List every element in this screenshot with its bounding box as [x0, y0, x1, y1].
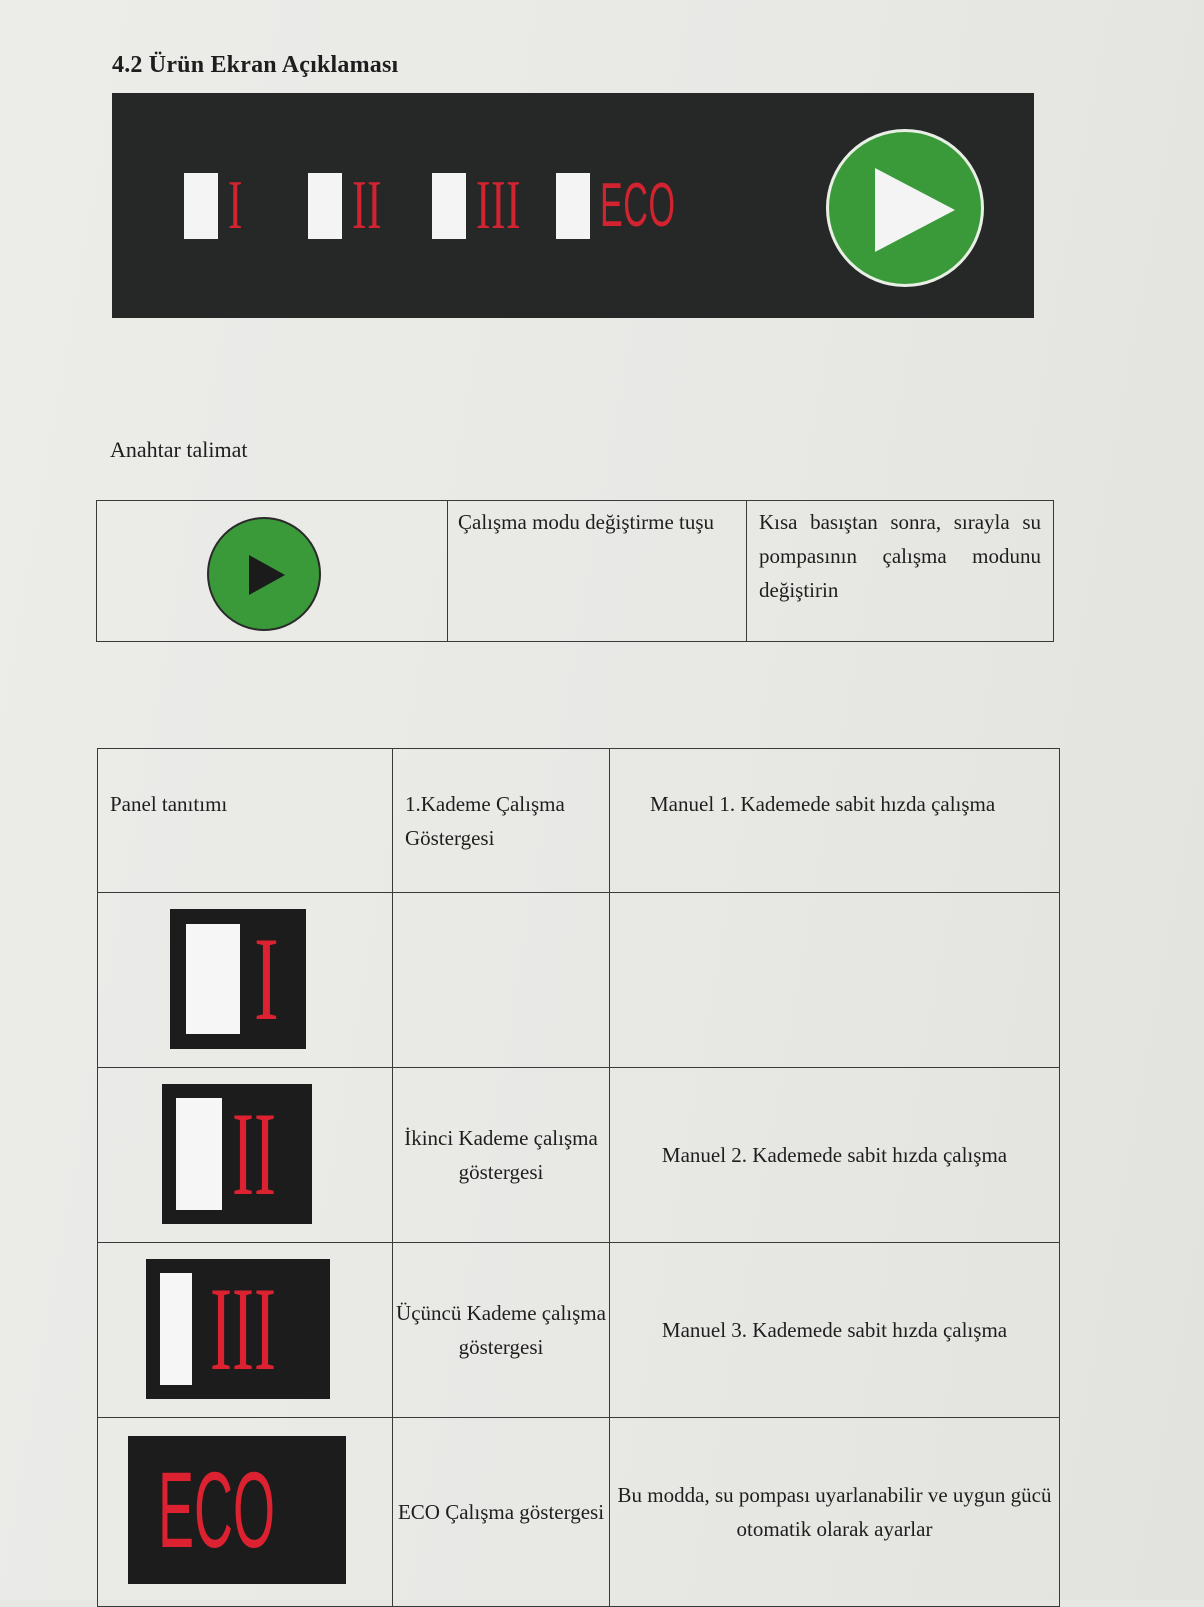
level1-description-cell: [610, 893, 1060, 1068]
key-instructions-table: [96, 500, 1054, 642]
level3-indicator-icon: [146, 1259, 330, 1399]
indicator-label: ECO: [600, 171, 676, 240]
indicator-label: II: [352, 167, 383, 244]
display-panel: [112, 93, 1034, 318]
indicator-led: [556, 173, 590, 239]
table-row: [97, 501, 1054, 642]
table-row: [98, 1243, 1060, 1418]
table-row: [98, 749, 1060, 893]
mode-switch-button[interactable]: [826, 129, 984, 287]
level1-icon-cell: [98, 893, 393, 1068]
play-icon: [209, 519, 319, 629]
level2-icon-cell: [98, 1068, 393, 1243]
indicator-led: [160, 1273, 192, 1385]
indicator-label: I: [254, 912, 279, 1045]
indicator-level-3: [432, 167, 549, 244]
indicator-label: III: [210, 1262, 277, 1395]
indicator-eco: [556, 171, 737, 241]
level2-description-cell: Manuel 2. Kademede sabit hızda çalışma: [610, 1068, 1060, 1243]
header-level1-name: 1.Kademe Çalışma Göstergesi: [393, 749, 610, 893]
eco-icon-cell: [98, 1418, 393, 1607]
indicator-led: [432, 173, 466, 239]
table-row: [98, 1418, 1060, 1607]
level3-name-cell: Üçüncü Kademe çalışma göstergesi: [393, 1243, 610, 1418]
eco-indicator-icon: [128, 1436, 346, 1584]
indicator-led: [186, 924, 240, 1034]
eco-description-cell: Bu modda, su pompası uyarlanabilir ve uygun gücü otomatik olarak ayarlar: [610, 1418, 1060, 1607]
level3-icon-cell: [98, 1243, 393, 1418]
eco-name-cell: ECO Çalışma göstergesi: [393, 1418, 610, 1607]
mode-switch-key-image: [207, 517, 321, 631]
indicator-level-1: [184, 167, 252, 244]
level1-indicator-icon: [170, 909, 306, 1049]
level1-name-cell: [393, 893, 610, 1068]
level2-name-cell: İkinci Kademe çalışma göstergesi: [393, 1068, 610, 1243]
header-level1-description: Manuel 1. Kademede sabit hızda çalışma: [610, 749, 1060, 893]
indicator-label: II: [232, 1087, 277, 1220]
table-row: [98, 893, 1060, 1068]
indicator-led: [176, 1098, 222, 1210]
indicator-led: [308, 173, 342, 239]
table-row: [98, 1068, 1060, 1243]
key-description-cell: Kısa basıştan sonra, sırayla su pompasının çalışma modunu değiştirin: [747, 501, 1054, 642]
panel-description-table: [97, 748, 1060, 1607]
key-name-cell: Çalışma modu değiştirme tuşu: [448, 501, 747, 642]
play-icon: [829, 132, 981, 284]
indicator-label: I: [228, 167, 244, 244]
level2-indicator-icon: [162, 1084, 312, 1224]
header-panel-intro: Panel tanıtımı: [98, 749, 393, 893]
key-instructions-title: Anahtar talimat: [110, 437, 248, 462]
indicator-level-2: [308, 167, 401, 244]
key-icon-cell: [97, 501, 448, 642]
level3-description-cell: Manuel 3. Kademede sabit hızda çalışma: [610, 1243, 1060, 1418]
indicator-label: ECO: [158, 1449, 276, 1570]
indicator-led: [184, 173, 218, 239]
indicator-label: III: [476, 167, 522, 244]
section-heading: 4.2 Ürün Ekran Açıklaması: [112, 52, 399, 78]
